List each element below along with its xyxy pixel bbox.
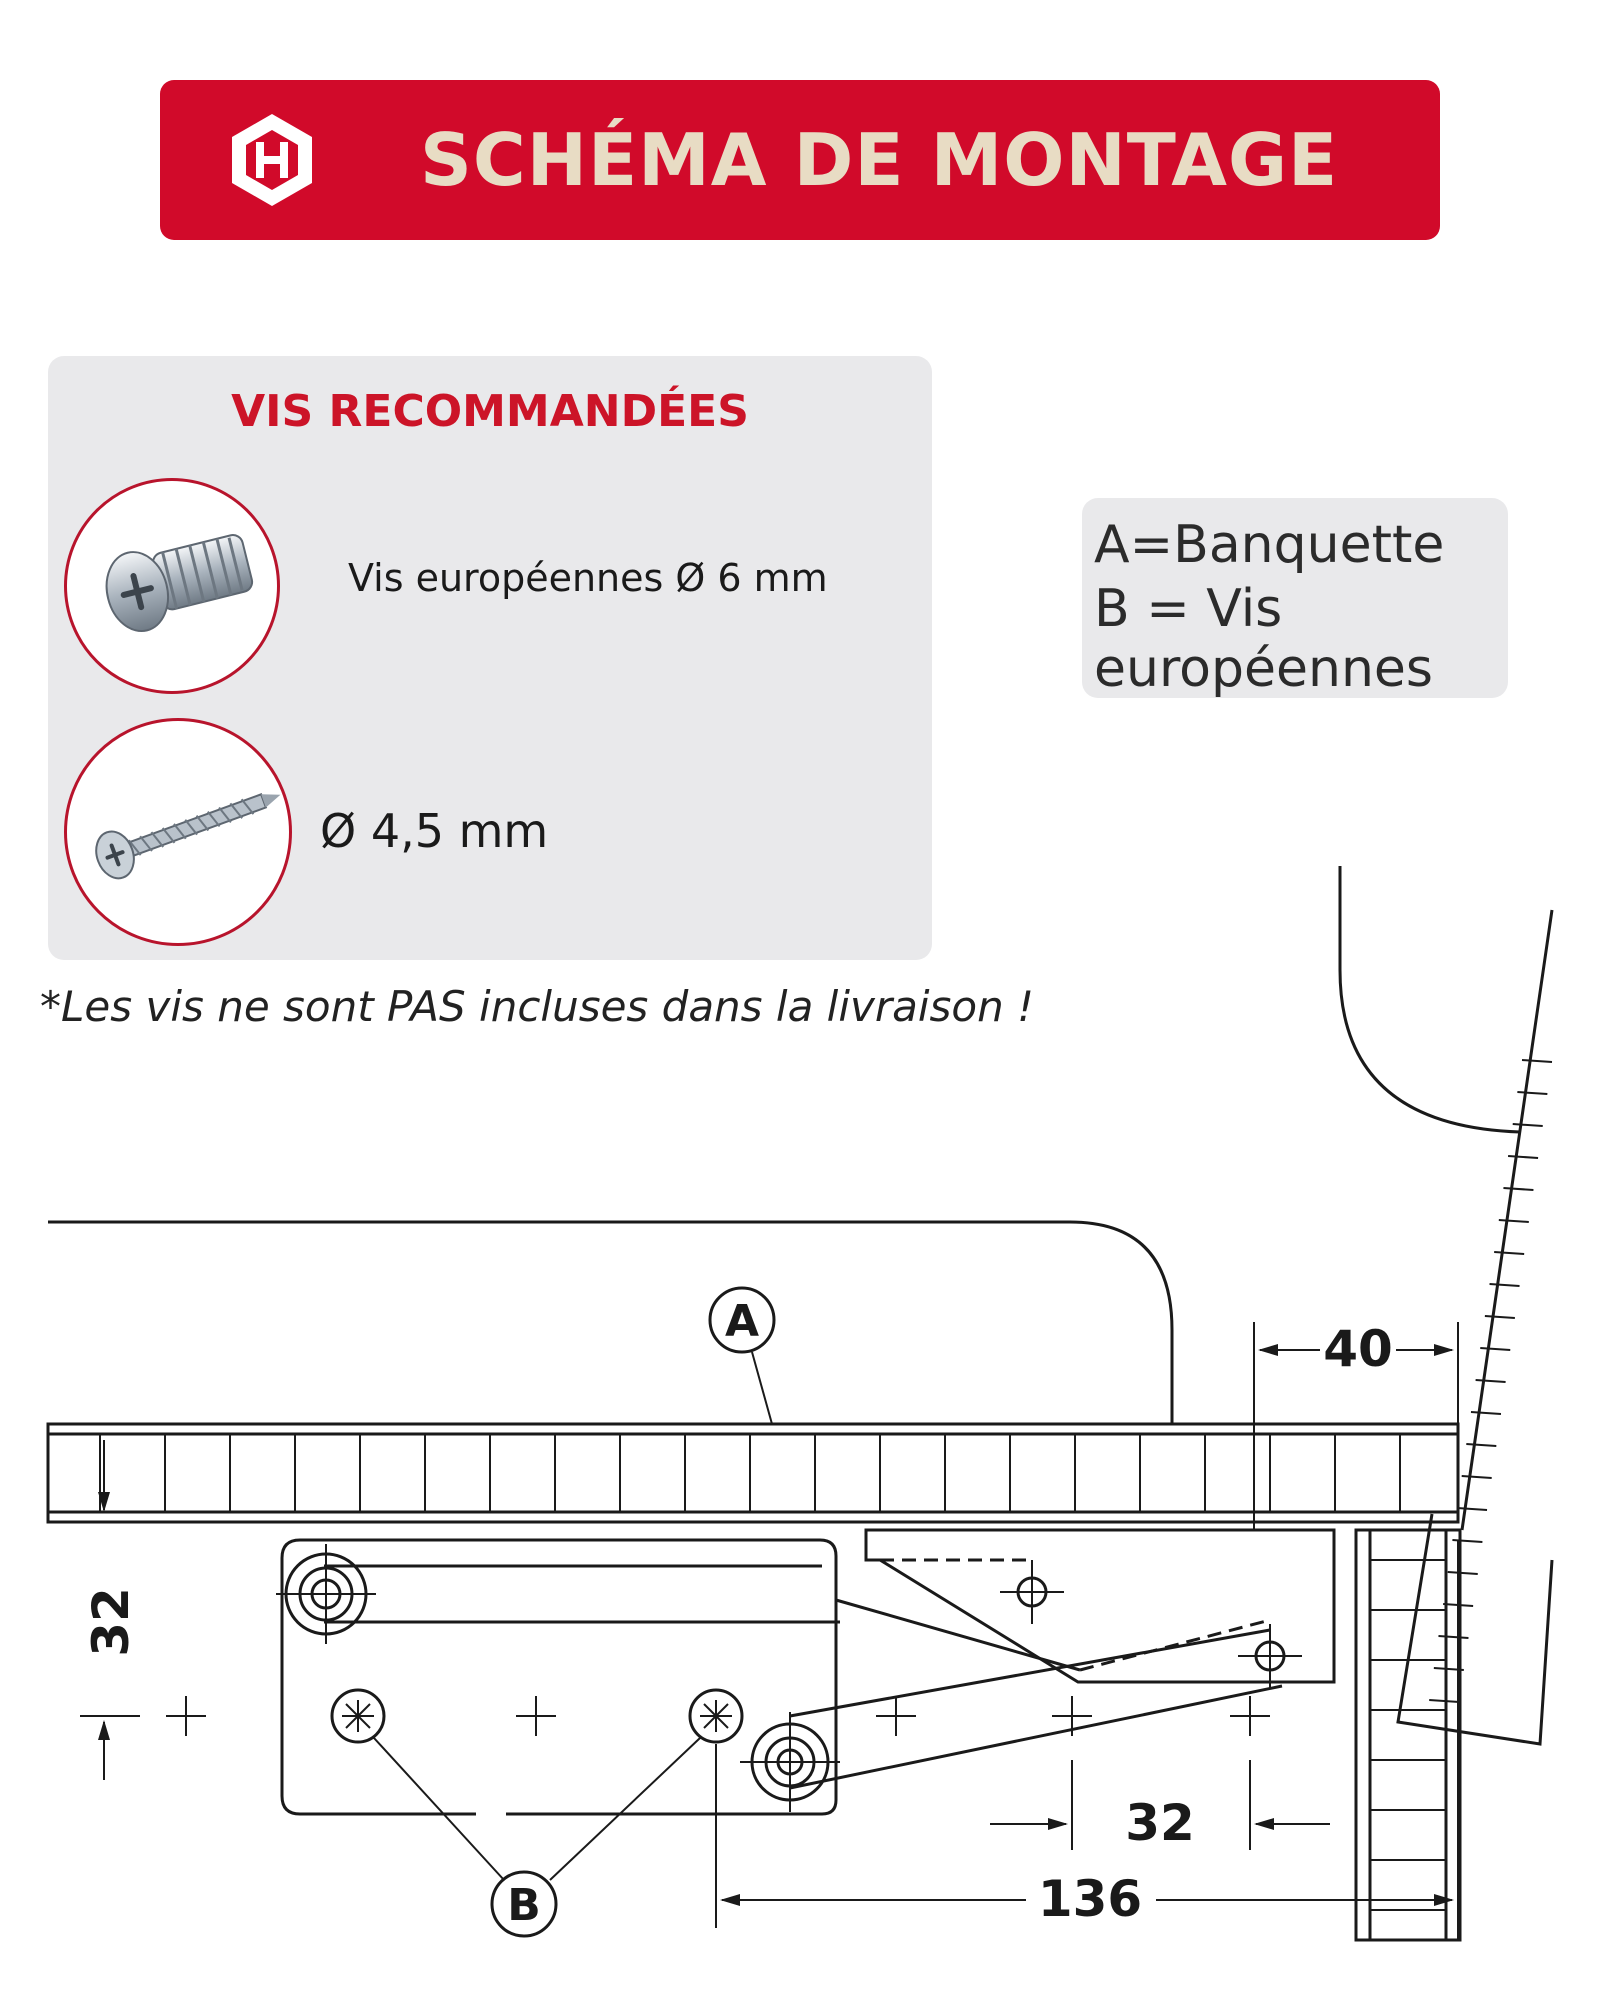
euro-screw-label: Vis européennes Ø 6 mm <box>348 556 828 600</box>
label-a-bubble <box>710 1288 774 1352</box>
hatch-line <box>1480 1348 1510 1350</box>
hatch-line <box>1452 1540 1482 1542</box>
side-panel-hatching <box>1370 1560 1446 1910</box>
seat-cushion-outline <box>48 1222 1172 1424</box>
page-title: SCHÉMA DE MONTAGE <box>420 118 1339 202</box>
side-panel <box>1356 1530 1460 1940</box>
hatch-line <box>1438 1636 1468 1638</box>
hatch-line <box>1503 1188 1533 1190</box>
dimension-32-vertical: 32 <box>82 1587 140 1657</box>
hatch-line <box>1429 1700 1459 1702</box>
hinge-upper-arm <box>324 1566 840 1622</box>
legend-b-cont: européennes <box>1094 639 1433 699</box>
screws-panel-title: VIS RECOMMANDÉES <box>231 386 749 437</box>
hatch-line <box>1448 1572 1478 1574</box>
hatch-line <box>1462 1476 1492 1478</box>
wood-screw-label: Ø 4,5 mm <box>320 804 549 858</box>
legend-a: A=Banquette <box>1094 515 1445 575</box>
hatch-line <box>1494 1252 1524 1254</box>
label-a: A <box>724 1296 760 1347</box>
hinge-lower-arm <box>790 1630 1282 1788</box>
board-hatching <box>100 1434 1400 1512</box>
hatch-line <box>1476 1380 1506 1382</box>
hatch-line <box>1471 1412 1501 1414</box>
hatch-line <box>1513 1124 1543 1126</box>
hatch-line <box>1517 1092 1547 1094</box>
hatch-line <box>1522 1060 1552 1062</box>
hatch-line <box>1485 1316 1515 1318</box>
hatch-line <box>1457 1508 1487 1510</box>
label-b: B <box>507 1880 541 1931</box>
dimension-40: 40 <box>1323 1320 1393 1378</box>
screws-not-included-note: *Les vis ne sont PAS incluses dans la livraison ! <box>40 982 1034 1031</box>
hatch-line <box>1466 1444 1496 1446</box>
legend-b: B = Vis <box>1094 579 1283 639</box>
dimension-32-horizontal: 32 <box>1125 1794 1195 1852</box>
label-b-bubble <box>492 1872 556 1936</box>
backrest-cushion-outline <box>1340 866 1520 1132</box>
hatch-line <box>1508 1156 1538 1158</box>
hatch-line <box>1499 1220 1529 1222</box>
dimension-136: 136 <box>1037 1870 1143 1928</box>
backrest-hatching <box>1429 1060 1552 1702</box>
hinge-pivots <box>276 1544 1302 1812</box>
backrest-panel <box>1398 910 1552 1744</box>
hatch-line <box>1490 1284 1520 1286</box>
seat-board <box>48 1424 1458 1522</box>
